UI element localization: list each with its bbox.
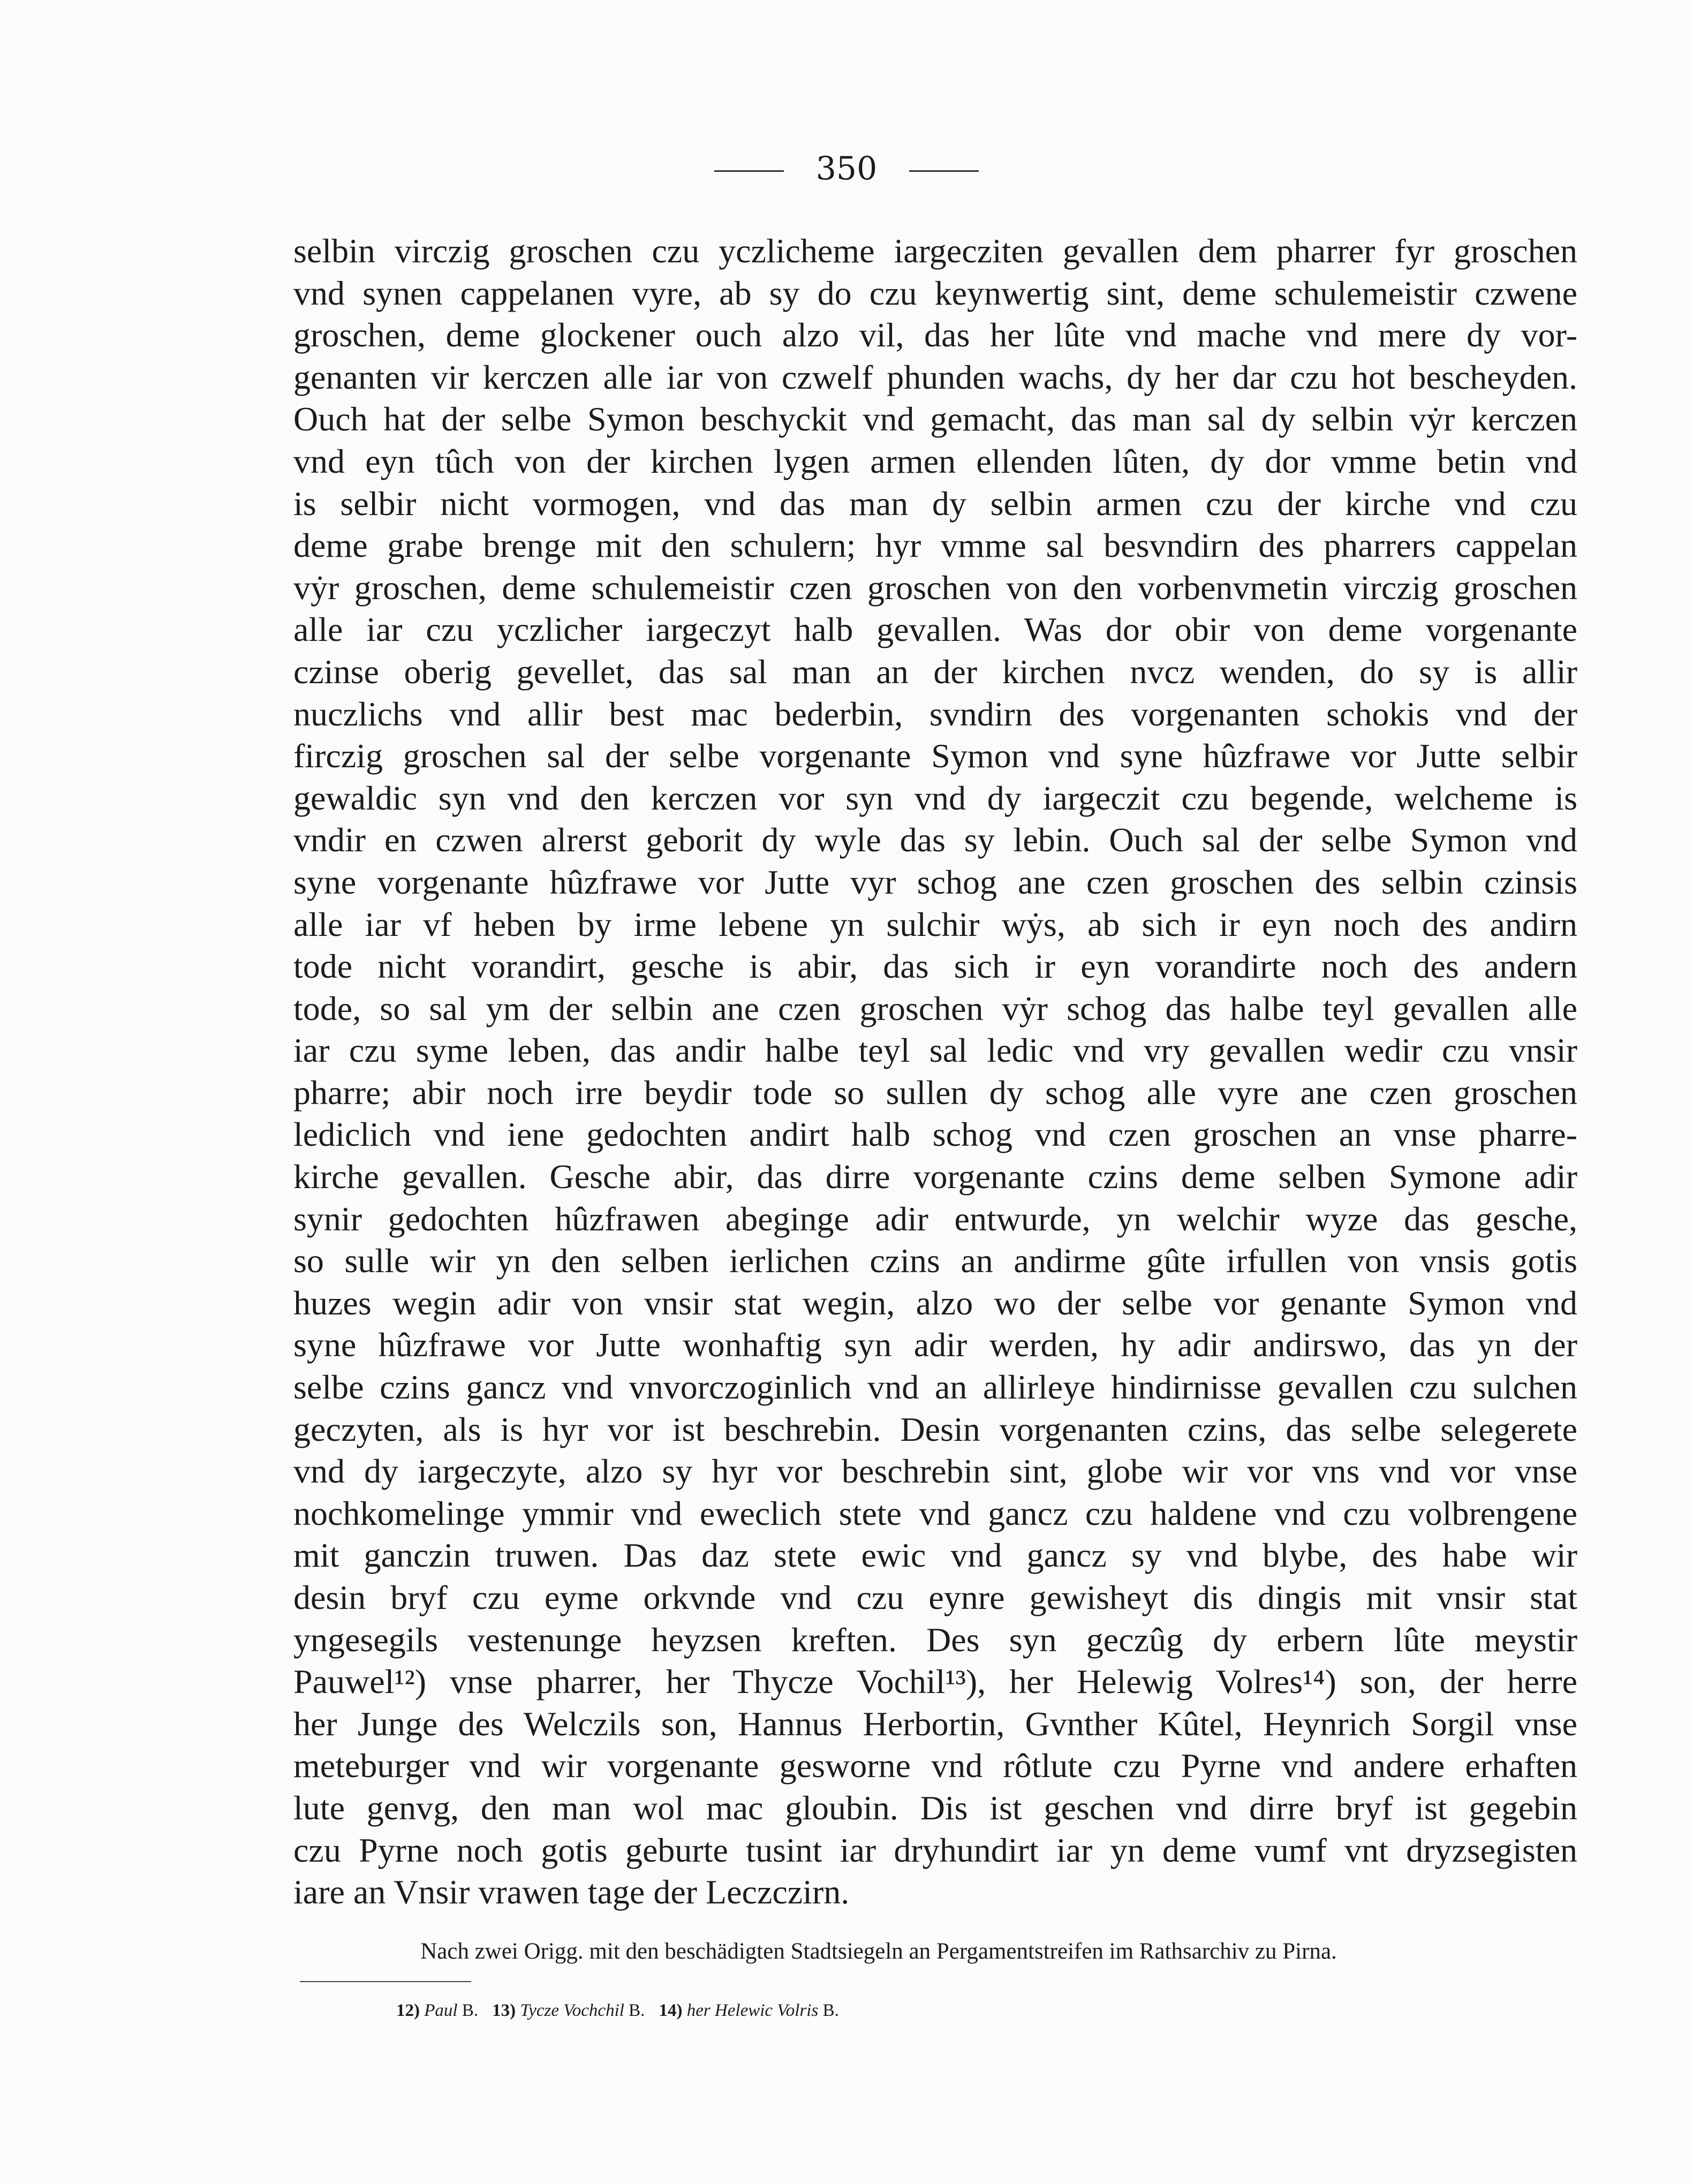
text-line: mit ganczin truwen. Das daz stete ewic vnd gancz sy vnd blybe, des habe wir <box>293 1536 1577 1575</box>
footnote <box>396 2001 478 2020</box>
footnote-number: 12) <box>396 2001 420 2020</box>
text-line: syne vorgenante hûzfrawe vor Jutte vyr schog ane czen groschen des selbin czinsis <box>293 863 1577 901</box>
text-line: nuczlichs vnd allir best mac bederbin, svndirn des vorgenanten schokis vnd der <box>293 694 1577 733</box>
footnote-source: B. <box>462 2001 479 2020</box>
text-line: vnd eyn tûch von der kirchen lygen armen ellenden lûten, dy dor vmme betin vnd <box>293 442 1577 480</box>
text-line: is selbir nicht vormogen, vnd das man dy selbin armen czu der kirche vnd czu <box>293 484 1577 523</box>
text-line: tode, so sal ym der selbin ane czen groschen vẏr schog das halbe teyl gevallen alle <box>293 989 1577 1027</box>
footnote-number: 13) <box>492 2001 516 2020</box>
footnote-source: B. <box>629 2001 645 2020</box>
text-line: firczig groschen sal der selbe vorgenante Symon vnd syne hûzfrawe vor Jutte selbir <box>293 737 1577 775</box>
footnote-text: her Helewic Volris <box>686 2001 819 2020</box>
footnote-number: 14) <box>659 2001 683 2020</box>
page-number <box>0 145 1693 193</box>
text-line: yngesegils vestenunge heyzsen kreften. Des syn geczûg dy erbern lûte meystir <box>293 1620 1577 1659</box>
text-line: vndir en czwen alrerst geborit dy wyle das sy lebin. Ouch sal der selbe Symon vnd <box>293 821 1577 859</box>
text-line: alle iar vf heben by irme lebene yn sulchir wẏs, ab sich ir eyn noch des andirn <box>293 905 1577 943</box>
text-line: deme grabe brenge mit den schulern; hyr vmme sal besvndirn des pharrers cappelan <box>293 526 1577 565</box>
text-line: tode nicht vorandirt, gesche is abir, das sich ir eyn vorandirte noch des andern <box>293 947 1577 986</box>
footnote-source: B. <box>822 2001 839 2020</box>
left-dash <box>714 170 784 172</box>
source-note: Nach zwei Origg. mit den beschädigten Stadtsiegeln an Pergamentstreifen im Rathsarchiv zu Pirna. <box>420 1939 1337 1964</box>
text-line: selbe czins gancz vnd vnvorczoginlich vnd an allirleye hindirnisse gevallen czu sulchen <box>293 1368 1577 1407</box>
text-line: genanten vir kerczen alle iar von czwelf phunden wachs, dy her dar czu hot bescheyden. <box>293 358 1577 396</box>
text-line: vẏr groschen, deme schulemeistir czen groschen von den vorbenvmetin virczig groschen <box>293 568 1577 607</box>
text-line: pharre; abir noch irre beydir tode so sullen dy schog alle vyre ane czen groschen <box>293 1073 1577 1112</box>
text-line: Pauwel¹²) vnse pharrer, her Thycze Vochil¹³), her Helewig Volres¹⁴) son, der herre <box>293 1662 1577 1701</box>
text-line: groschen, deme glockener ouch alzo vil, das her lûte vnd mache vnd mere dy vor- <box>293 316 1577 354</box>
text-line: huzes wegin adir von vnsir stat wegin, alzo wo der selbe vor genante Symon vnd <box>293 1283 1577 1322</box>
text-line: so sulle wir yn den selben ierlichen czins an andirme gûte irfullen von vnsis gotis <box>293 1242 1577 1280</box>
text-line: meteburger vnd wir vorgenante gesworne vnd rôtlute czu Pyrne vnd andere erhaften <box>293 1747 1577 1785</box>
text-line: her Junge des Welczils son, Hannus Herbortin, Gvnther Kûtel, Heynrich Sorgil vnse <box>293 1704 1577 1743</box>
footnote-rule <box>300 1981 471 1982</box>
text-line: gewaldic syn vnd den kerczen vor syn vnd dy iargeczit czu begende, welcheme is <box>293 779 1577 817</box>
text-line: vnd synen cappelanen vyre, ab sy do czu keynwertig sint, deme schulemeistir czwene <box>293 274 1577 312</box>
text-line: alle iar czu yczlicher iargeczyt halb gevallen. Was dor obir von deme vorgenante <box>293 610 1577 649</box>
text-line: lediclich vnd iene gedochten andirt halb schog vnd czen groschen an vnse pharre- <box>293 1115 1577 1154</box>
text-line: nochkomelinge ymmir vnd eweclich stete vnd gancz czu haldene vnd czu volbrengene <box>293 1494 1577 1532</box>
text-line: selbin virczig groschen czu yczlicheme iargecziten gevallen dem pharrer fyr groschen <box>293 232 1577 270</box>
text-line: syne hûzfrawe vor Jutte wonhaftig syn adir werden, hy adir andirswo, das yn der <box>293 1326 1577 1364</box>
text-line: vnd dy iargeczyte, alzo sy hyr vor beschrebin sint, globe wir vor vns vnd vor vnse <box>293 1452 1577 1491</box>
text-line: iare an Vnsir vrawen tage der Leczczirn. <box>293 1873 850 1911</box>
text-line: iar czu syme leben, das andir halbe teyl sal ledic vnd vry gevallen wedir czu vnsir <box>293 1031 1577 1070</box>
footnotes <box>396 1997 853 2024</box>
text-line: desin bryf czu eyme orkvnde vnd czu eynre gewisheyt dis dingis mit vnsir stat <box>293 1578 1577 1616</box>
page-number-text: 350 <box>815 150 878 187</box>
text-line: synir gedochten hûzfrawen abeginge adir entwurde, yn welchir wyze das gesche, <box>293 1199 1577 1238</box>
main-text-block <box>293 230 1577 1914</box>
text-line: kirche gevallen. Gesche abir, das dirre vorgenante czins deme selben Symone adir <box>293 1158 1577 1196</box>
text-line: czu Pyrne noch gotis geburte tusint iar dryhundirt iar yn deme vumf vnt dryzsegisten <box>293 1831 1577 1869</box>
footnote <box>659 2001 838 2020</box>
text-line: geczyten, als is hyr vor ist beschrebin. Desin vorgenanten czins, das selbe selegerete <box>293 1410 1577 1448</box>
footnote-text: Tycze Vochchil <box>520 2001 624 2020</box>
text-line: Ouch hat der selbe Symon beschyckit vnd gemacht, das man sal dy selbin vẏr kerczen <box>293 400 1577 439</box>
text-line: czinse oberig gevellet, das sal man an der kirchen nvcz wenden, do sy is allir <box>293 652 1577 691</box>
text-line: lute genvg, den man wol mac gloubin. Dis ist geschen vnd dirre bryf ist gegebin <box>293 1788 1577 1827</box>
right-dash <box>909 170 979 172</box>
footnote <box>492 2001 645 2020</box>
footnote-text: Paul <box>424 2001 458 2020</box>
